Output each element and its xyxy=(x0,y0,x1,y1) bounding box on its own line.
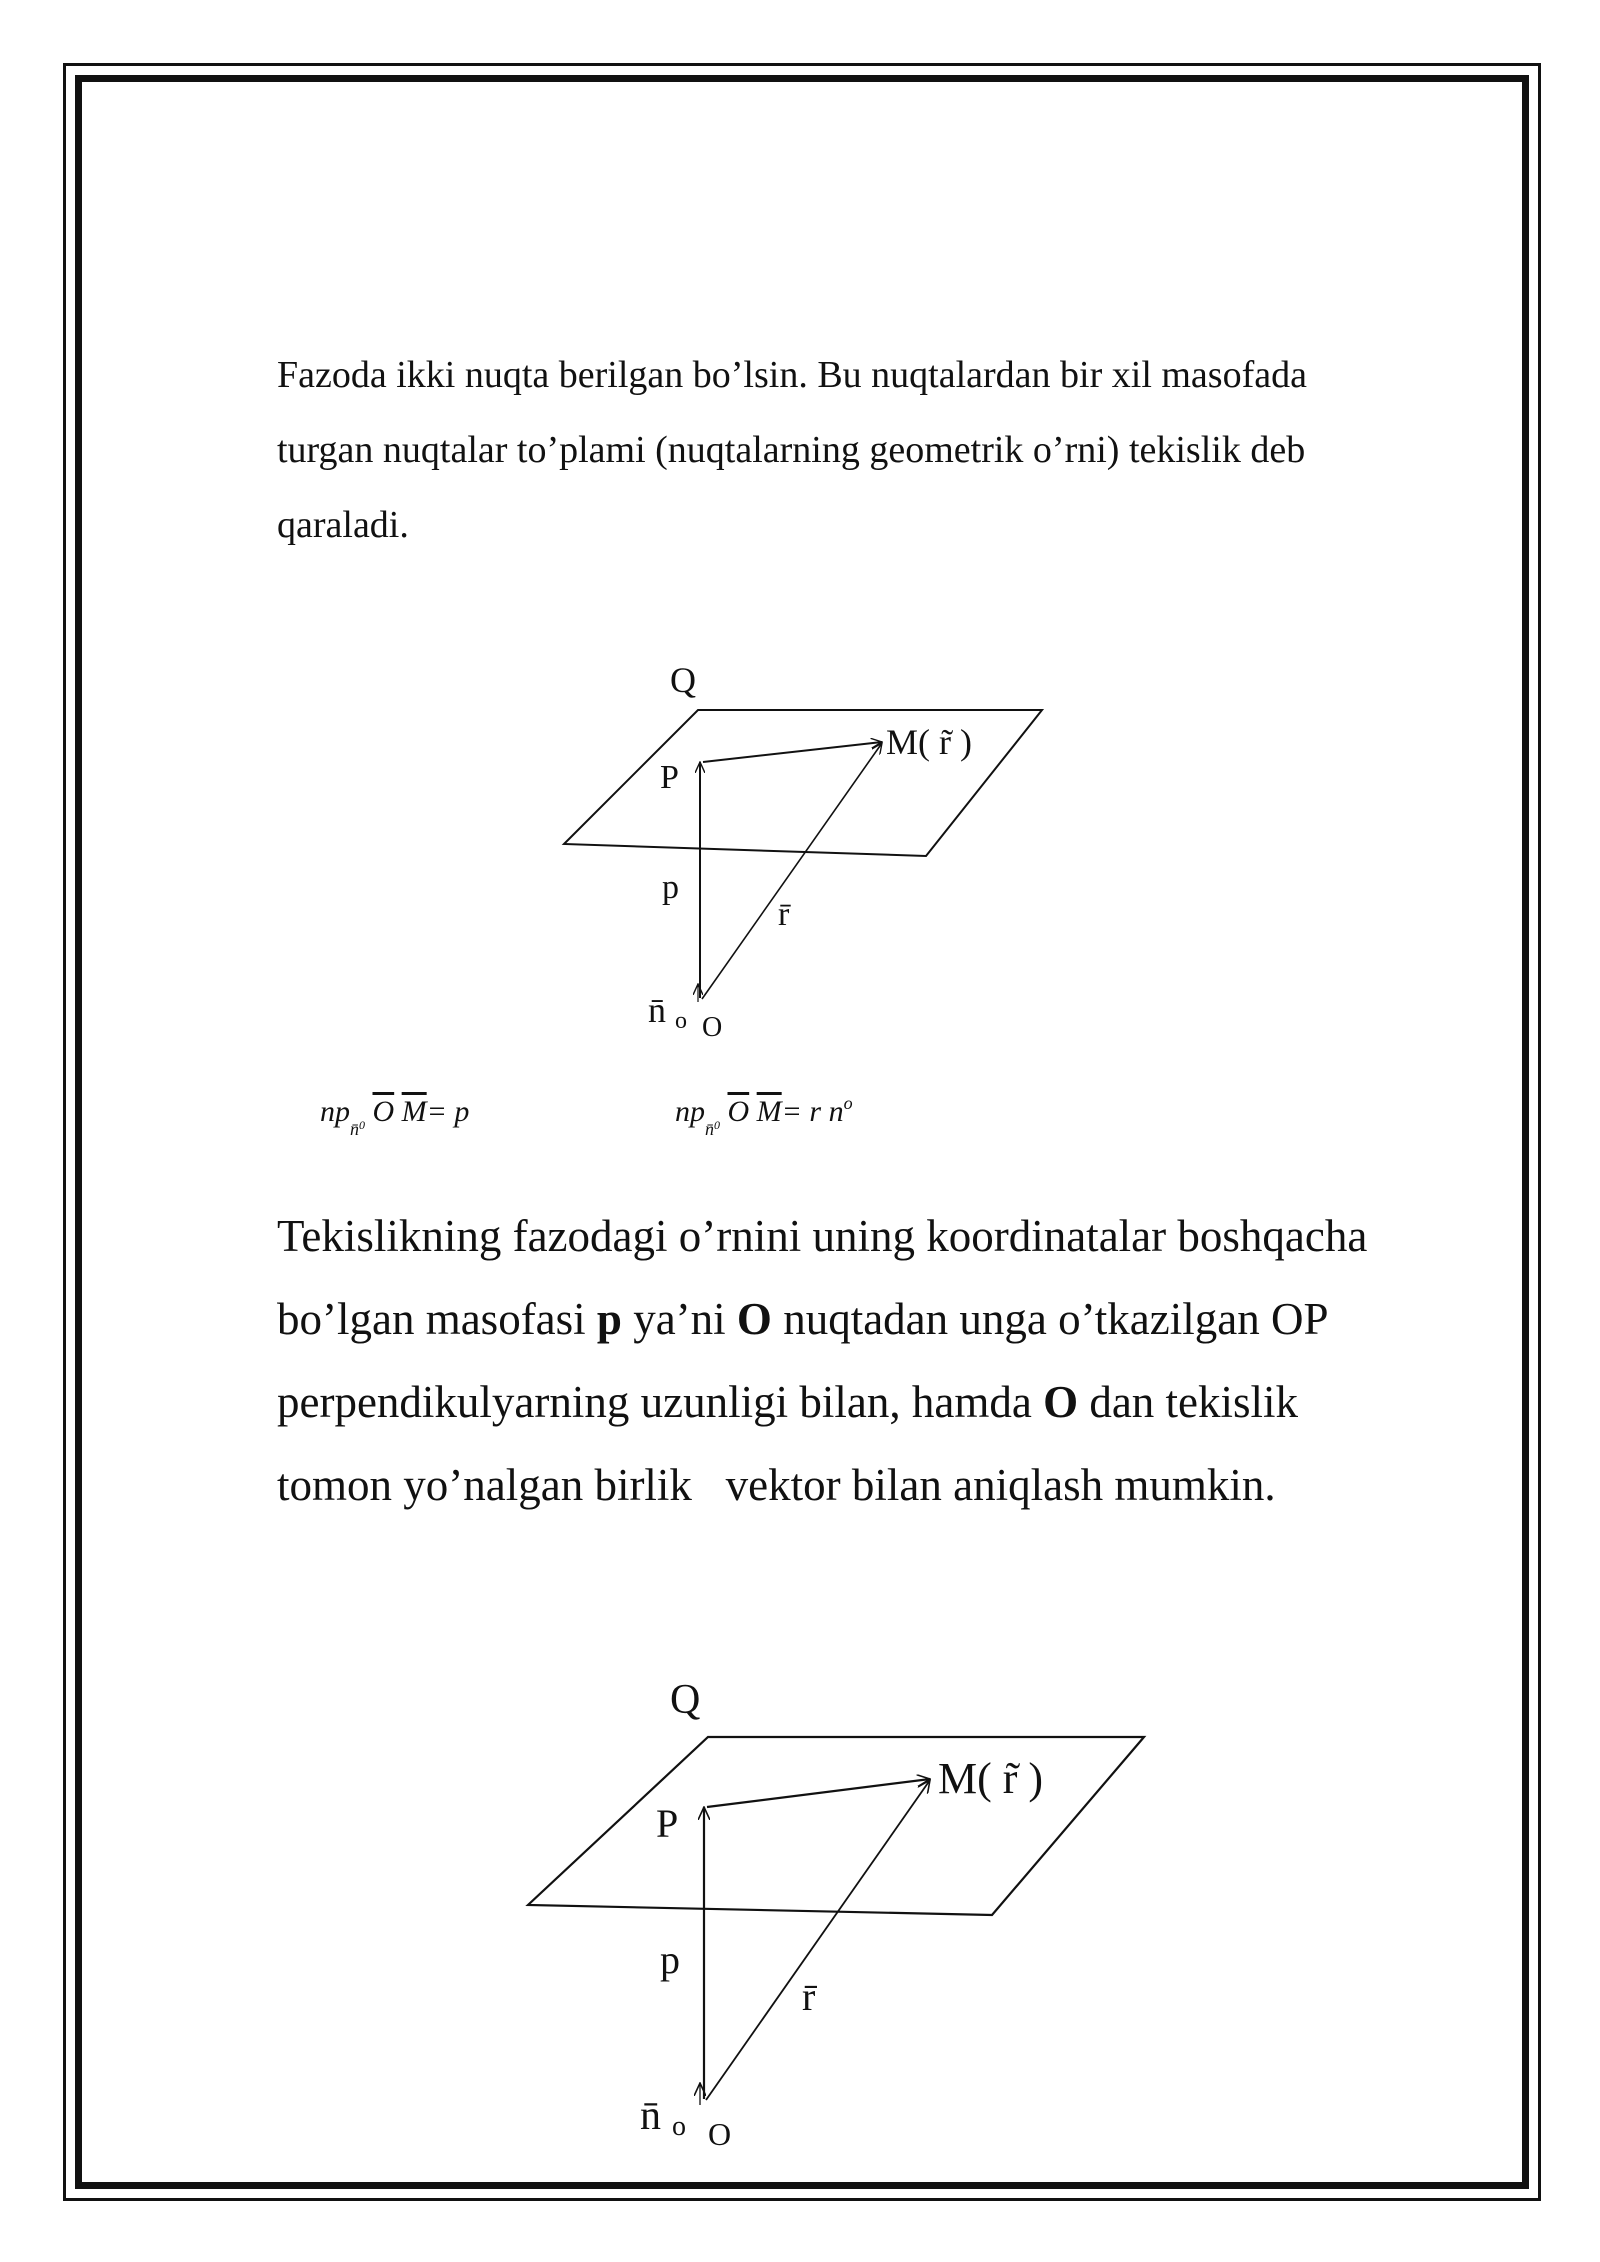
explanation-line-2b: p xyxy=(596,1294,622,1344)
segment-pm xyxy=(707,1779,930,1807)
label-p-point: P xyxy=(656,1801,679,1846)
plane-diagram-top xyxy=(540,650,1080,1055)
intro-line-1: Fazoda ikki nuqta berilgan bo’lsin. Bu nuqtalardan bir xil masofada xyxy=(277,354,1307,396)
label-m: M( r̃ ) xyxy=(886,722,972,762)
explanation-line-2a: bo’lgan masofasi xyxy=(277,1294,597,1344)
radius-vector-om xyxy=(706,1780,930,2100)
explanation-line-2e: nuqtadan unga o’tkazilgan OP xyxy=(771,1294,1329,1344)
formula2-o: $\overline{O}$ xyxy=(727,1095,750,1128)
formula2-np: np xyxy=(675,1095,705,1128)
formula2-rhs: = r n xyxy=(781,1095,844,1128)
radius-vector-om xyxy=(702,743,882,999)
label-distance-p: p xyxy=(660,1937,680,1982)
plane-diagram-top-svg xyxy=(540,650,1080,1050)
formula2-sub-sup: 0 xyxy=(714,1118,720,1132)
explanation-paragraph xyxy=(277,1195,1527,1527)
label-origin: O xyxy=(708,2116,732,2152)
label-n: n̄ xyxy=(648,990,666,1030)
label-distance-p: p xyxy=(662,869,679,906)
label-n: n̄ xyxy=(640,2093,661,2139)
label-n-sub: o xyxy=(675,1008,687,1034)
plane-diagram-bottom-svg xyxy=(510,1665,1150,2155)
formula1-o: $\overline{O}$ xyxy=(372,1095,395,1128)
intro-paragraph xyxy=(277,338,1477,563)
formula-projection-rn xyxy=(675,1093,853,1139)
explanation-line-3b: O xyxy=(1043,1377,1079,1427)
explanation-line-3a: perpendikulyarning uzunligi bilan, hamda xyxy=(277,1377,1044,1427)
formula1-sub: n̄ xyxy=(350,1119,359,1139)
label-p-point: P xyxy=(660,759,679,796)
explanation-line-1: Tekislikning fazodagi o’rnini uning koordinatalar boshqacha xyxy=(277,1211,1368,1261)
formula1-sub-sup: 0 xyxy=(359,1118,365,1132)
plane-diagram-bottom xyxy=(510,1665,1150,2160)
label-n-sub: o xyxy=(672,2111,686,2142)
label-r-vector: r̄ xyxy=(802,1974,816,2019)
formula1-m: $\overline{M}$ xyxy=(401,1095,427,1128)
explanation-line-2d: O xyxy=(736,1294,772,1344)
intro-line-3: qaraladi. xyxy=(277,504,409,546)
formula2-rhs-sup: o xyxy=(843,1093,853,1113)
label-q: Q xyxy=(670,1677,701,1723)
label-r-vector: r̄ xyxy=(778,896,790,933)
label-q: Q xyxy=(670,660,696,700)
explanation-line-3c: dan tekislik xyxy=(1078,1377,1299,1427)
label-m: M( r̃ ) xyxy=(938,1754,1044,1803)
formula1-rhs: = p xyxy=(426,1095,470,1128)
intro-line-2: turgan nuqtalar to’plami (nuqtalarning geometrik o’rni) tekislik deb xyxy=(277,429,1306,471)
formula2-sub: n̄ xyxy=(705,1119,714,1139)
plane-q-outline xyxy=(528,1737,1144,1915)
formula-projection-p xyxy=(320,1095,470,1139)
label-origin: O xyxy=(702,1012,723,1043)
explanation-line-4: tomon yo’nalgan birlik vektor bilan aniqlash mumkin. xyxy=(277,1460,1276,1510)
formula2-m: $\overline{M}$ xyxy=(756,1095,782,1128)
formula1-np: np xyxy=(320,1095,350,1128)
explanation-line-2c: ya’ni xyxy=(621,1294,737,1344)
segment-pm xyxy=(703,742,882,762)
